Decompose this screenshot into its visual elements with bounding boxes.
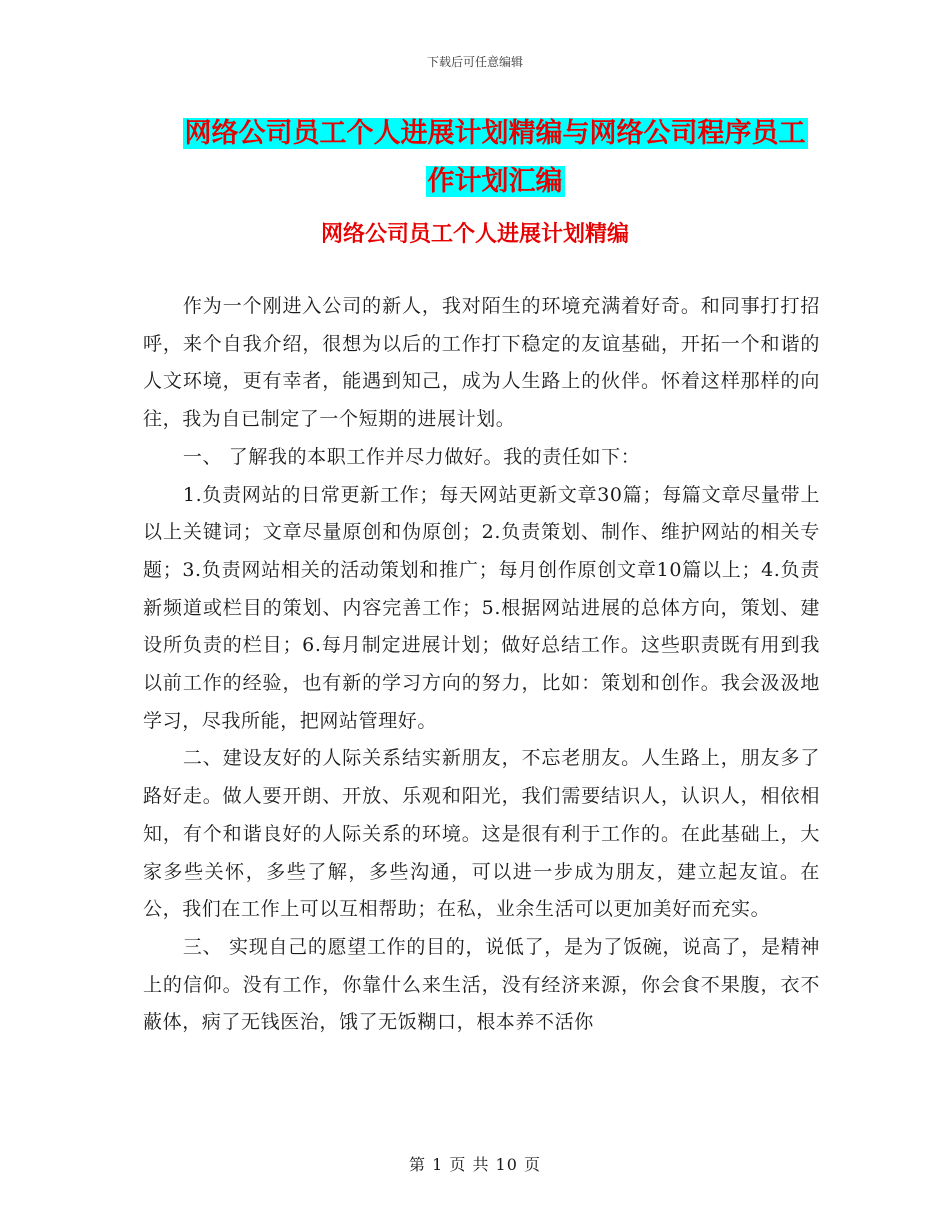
paragraph-point-2: 二、建设友好的人际关系结实新朋友，不忘老朋友。人生路上，朋友多了路好走。做人要开朗、开放、乐观和阳光，我们需要结识人，认识人，相依相知，有个和谐良好的人际关系的环境。这是很有利于工作的。在此基础上，大家多些关怀，多些了解，多些沟通，可以进一步成为朋友，建立起友谊。在公，我们在工作上可以互相帮助；在私，业余生活可以更加美好而充实。 [143, 747, 820, 921]
document-body [143, 288, 820, 1042]
page-footer: 第 1 页 共 10 页 [409, 1155, 541, 1174]
paragraph-responsibilities: 1.负责网站的日常更新工作；每天网站更新文章30篇；每篇文章尽量带上以上关键词；文章尽量原创和伪原创；2.负责策划、制作、维护网站的相关专题；3.负责网站相关的活动策划和推广；每月创作原创文章10篇以上；4.负责新频道或栏目的策划、内容完善工作；5.根据网站进展的总体方向，策划、建设所负责的栏目；6.每月制定进展计划；做好总结工作。这些职责既有用到我以前工作的经验，也有新的学习方向的努力，比如：策划和创作。我会汲汲地学习，尽我所能，把网站管理好。 [143, 483, 820, 732]
page-header-note: 下载后可任意编辑 [426, 55, 523, 69]
document-title-line-2: 作计划汇编 [427, 166, 563, 197]
section-title: 网络公司员工个人进展计划精编 [320, 222, 629, 247]
paragraph-point-3: 三、 实现自己的愿望工作的目的，说低了，是为了饭碗，说高了，是精神上的信仰。没有工作，你靠什么来生活，没有经济来源，你会食不果腹，衣不蔽体，病了无钱医治，饿了无饭糊口，根本养不活你 [143, 935, 820, 1034]
document-title [140, 110, 850, 206]
document-title-line-1: 网络公司员工个人进展计划精编与网络公司程序员工 [184, 118, 806, 149]
paragraph-point-1-heading: 一、 了解我的本职工作并尽力做好。我的责任如下： [182, 445, 641, 468]
paragraph-intro: 作为一个刚进入公司的新人，我对陌生的环境充满着好奇。和同事打打招呼，来个自我介绍，很想为以后的工作打下稳定的友谊基础，开拓一个和谐的人文环境，更有幸者，能遇到知己，成为人生路上的伙伴。怀着这样那样的向往，我为自已制定了一个短期的进展计划。 [143, 295, 820, 431]
